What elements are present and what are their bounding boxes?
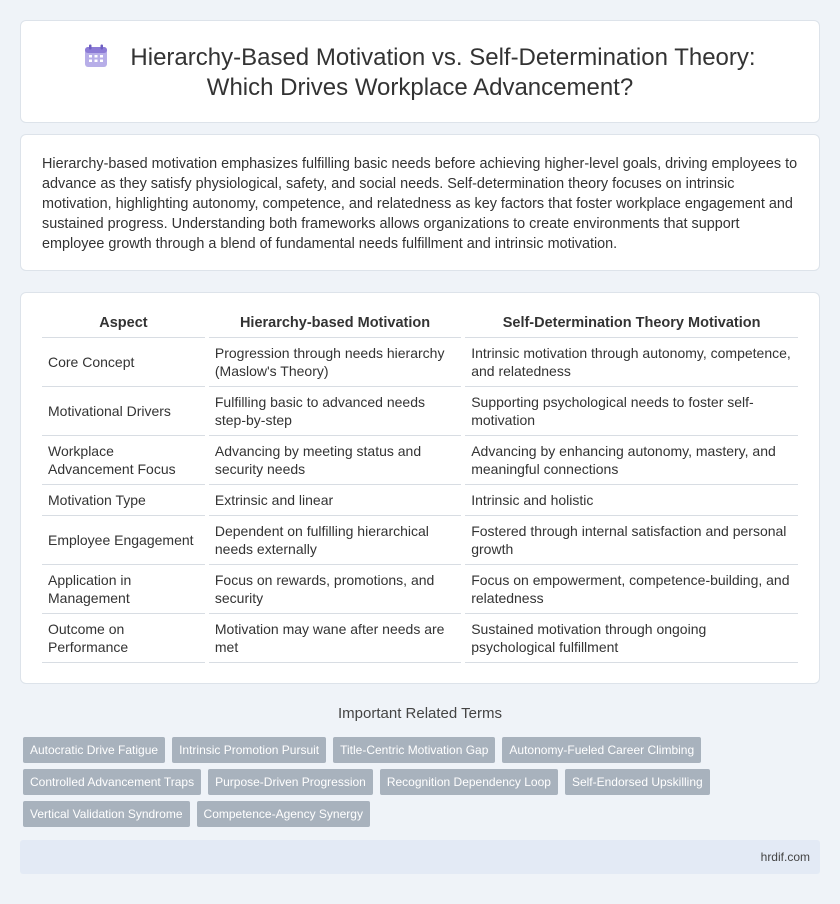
cell-hierarchy: Progression through needs hierarchy (Maslow's Theory) [209,338,461,387]
cell-sdt: Intrinsic motivation through autonomy, competence, and relatedness [465,338,798,387]
related-terms-title: Important Related Terms [338,705,502,722]
comparison-table [42,315,798,663]
cell-hierarchy: Motivation may wane after needs are met [209,614,461,663]
table-row [42,485,798,516]
table-row [42,565,798,614]
cell-aspect: Motivation Type [42,485,205,516]
cell-sdt: Fostered through internal satisfaction and personal growth [465,516,798,565]
header-sdt: Self-Determination Theory Motivation [465,315,798,338]
header-aspect: Aspect [42,315,205,338]
cell-sdt: Advancing by enhancing autonomy, mastery, and meaningful connections [465,436,798,485]
cell-hierarchy: Extrinsic and linear [209,485,461,516]
related-term-tag[interactable]: Self-Endorsed Upskilling [565,769,710,795]
related-term-tag[interactable]: Controlled Advancement Traps [23,769,201,795]
table-row [42,516,798,565]
header-hierarchy: Hierarchy-based Motivation [209,315,461,338]
calendar-icon [84,44,108,68]
cell-hierarchy: Dependent on fulfilling hierarchical needs externally [209,516,461,565]
page-title: Hierarchy-Based Motivation vs. Self-Determination Theory: Which Drives Workplace Advancement? [130,44,756,101]
cell-aspect: Outcome on Performance [42,614,205,663]
table-row [42,436,798,485]
table-row [42,614,798,663]
cell-aspect: Core Concept [42,338,205,387]
related-term-tag[interactable]: Autocratic Drive Fatigue [23,737,165,763]
cell-aspect: Motivational Drivers [42,387,205,436]
intro-card [20,134,820,271]
comparison-card [20,292,820,684]
cell-sdt: Focus on empowerment, competence-building, and relatedness [465,565,798,614]
related-term-tag[interactable]: Competence-Agency Synergy [197,801,370,827]
related-term-tag[interactable]: Autonomy-Fueled Career Climbing [502,737,701,763]
table-row [42,338,798,387]
cell-sdt: Supporting psychological needs to foster self-motivation [465,387,798,436]
table-row [42,387,798,436]
cell-sdt: Sustained motivation through ongoing psychological fulfillment [465,614,798,663]
related-term-tag[interactable]: Vertical Validation Syndrome [23,801,190,827]
title-card [20,20,820,123]
related-term-tag[interactable]: Purpose-Driven Progression [208,769,373,795]
cell-aspect: Application in Management [42,565,205,614]
related-term-tag[interactable]: Intrinsic Promotion Pursuit [172,737,326,763]
cell-aspect: Employee Engagement [42,516,205,565]
footer [20,840,820,874]
related-term-tag[interactable]: Title-Centric Motivation Gap [333,737,495,763]
cell-hierarchy: Focus on rewards, promotions, and security [209,565,461,614]
intro-paragraph: Hierarchy-based motivation emphasizes fulfilling basic needs before achieving higher-level goals, driving employees to advance as they satisfy physiological, safety, and social needs. Self-determination theory focuses on intrinsic motivation, highlighting autonomy, competence, and relatedness as key factors that foster workplace engagement and sustained progress. Understanding both frameworks allows organizations to create environments that support employee growth through a blend of fundamental needs fulfillment and intrinsic motivation. [42,156,798,252]
cell-aspect: Workplace Advancement Focus [42,436,205,485]
related-terms-list [23,737,723,827]
page-title-wrap [21,43,819,103]
footer-site-link[interactable]: hrdif.com [760,850,810,864]
cell-sdt: Intrinsic and holistic [465,485,798,516]
cell-hierarchy: Fulfilling basic to advanced needs step-by-step [209,387,461,436]
related-term-tag[interactable]: Recognition Dependency Loop [380,769,558,795]
table-header-row [42,315,798,338]
cell-hierarchy: Advancing by meeting status and security needs [209,436,461,485]
